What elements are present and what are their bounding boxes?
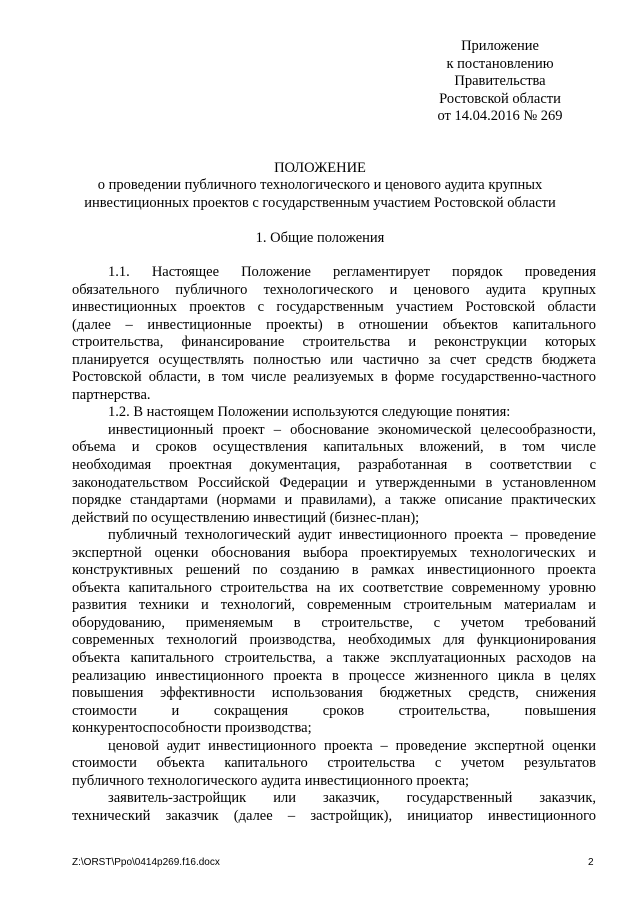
body-line: конкурентоспособности производства; <box>72 720 312 737</box>
body-line: порядке стандартами (нормами и правилами), а также описание практических <box>72 492 596 509</box>
body-line: заявитель-застройщик или заказчик, государственный заказчик, <box>108 790 596 807</box>
body-line: законодательством Российской Федерации и утвержденными в установленном <box>72 474 596 491</box>
document-subtitle <box>40 177 600 212</box>
body-line: объекта капитального строительства на их соответствие современному уровню <box>72 579 596 596</box>
body-line: 1.1. Настоящее Положение регламентирует порядок проведения <box>108 264 596 280</box>
body-line: повышения эффективности использования бюджетных средств, снижения <box>72 685 596 702</box>
body-line: технический заказчик (далее – застройщик), инициатор инвестиционного <box>72 807 596 824</box>
section-heading: 1. Общие положения <box>255 230 385 246</box>
body-line: (далее – инвестиционные проекты) в отношении объектов капитального <box>72 316 596 333</box>
body-line: строительства, финансирование строительства и реконструкции которых <box>72 334 596 351</box>
body-line: партнерства. <box>72 386 151 403</box>
body-line: развития техники и технологий, современным строительным материалам и <box>72 597 596 614</box>
appendix-block <box>400 38 600 126</box>
appendix-line: Ростовской области <box>439 90 561 107</box>
subtitle-line: о проведении публичного технологического и ценового аудита крупных <box>97 177 543 193</box>
body-text <box>72 264 596 826</box>
body-line: инвестиционный проект – обоснование экономической целесообразности, <box>108 421 596 438</box>
body-line: экспертной оценки обоснования выбора проектируемых технологических и <box>72 544 596 561</box>
appendix-line: Правительства <box>454 73 546 90</box>
document-title: ПОЛОЖЕНИЕ <box>274 160 366 176</box>
body-line: необходимая проектная документация, разработанная в соответствии с <box>72 457 596 474</box>
body-line: публичного технологического аудита инвестиционного проекта; <box>72 772 470 789</box>
body-line: реализацию инвестиционного проекта в процессе жизненного цикла в целях <box>72 667 596 684</box>
body-line: Ростовской области, в том числе реализуемых в форме государственно-частного <box>72 369 596 386</box>
body-line: публичный технологический аудит инвестиционного проекта – проведение <box>108 527 596 544</box>
body-line: объекта капитального строительства, а также эксплуатационных расходов на <box>72 650 596 667</box>
body-line: инвестиционных проектов с государственным участием Ростовской области <box>72 299 596 316</box>
appendix-line: к постановлению <box>446 55 554 72</box>
body-line: стоимости и сокращения сроков строительства, повышения <box>72 702 596 719</box>
body-line: оборудованию, применяемым в строительстве, с учетом требований <box>72 614 596 631</box>
body-line: объема и сроков осуществления капитальных вложений, в том числе <box>72 439 596 456</box>
subtitle-line: инвестиционных проектов с государственным участием Ростовской области <box>84 194 556 211</box>
body-line: обязательного публичного технологического и ценового аудита крупных <box>72 281 596 298</box>
body-line: стоимости объекта капитального строительства с учетом результатов <box>72 755 596 772</box>
appendix-line: от 14.04.2016 № 269 <box>437 108 563 125</box>
body-line: действий по осуществлению инвестиций (бизнес-план); <box>72 509 420 526</box>
footer-file-path: Z:\ORST\Ppo\0414p269.f16.docx <box>72 857 220 868</box>
body-line: современных технологий производства, необходимых для функционирования <box>72 632 596 649</box>
page-number: 2 <box>588 857 594 868</box>
body-line: 1.2. В настоящем Положении используются следующие понятия: <box>108 404 511 421</box>
body-line: конструктивных решений по созданию в рамках инвестиционного проекта <box>72 562 596 579</box>
body-line: ценовой аудит инвестиционного проекта – проведение экспертной оценки <box>108 737 596 754</box>
appendix-line: Приложение <box>461 38 539 54</box>
body-line: планируется осуществлять полностью или частично за счет средств бюджета <box>72 351 596 368</box>
